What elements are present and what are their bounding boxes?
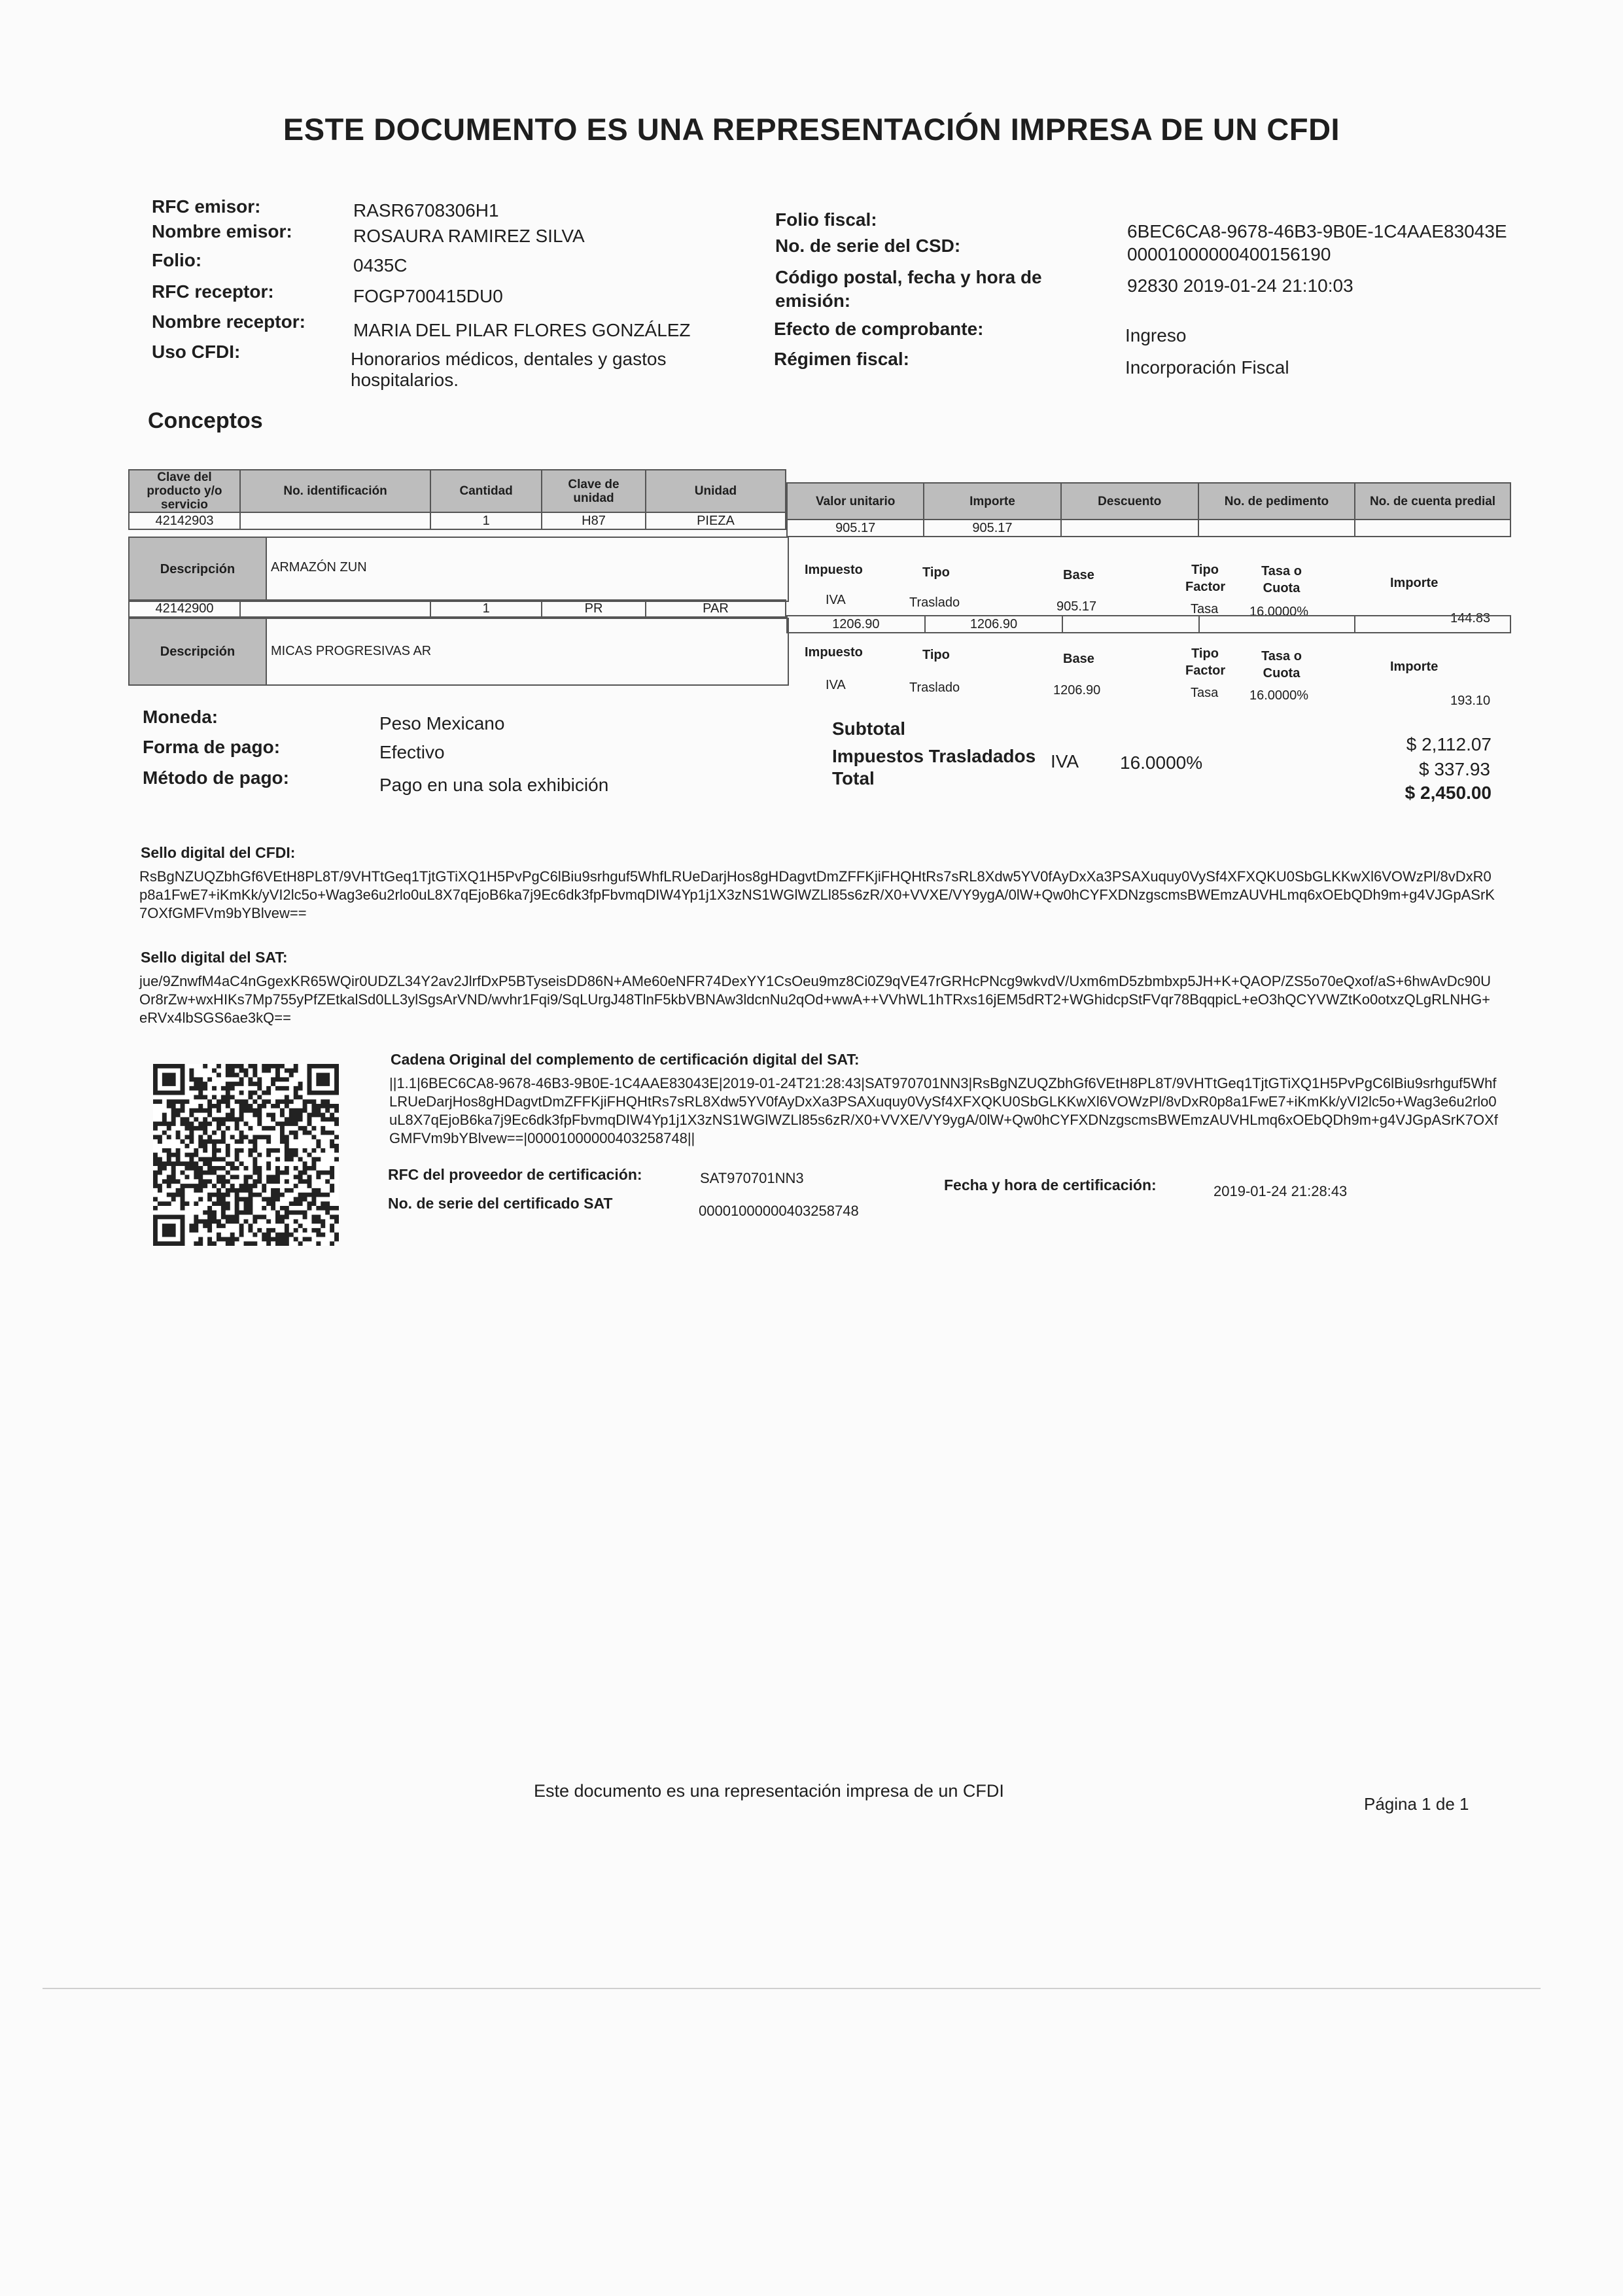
item1-cuenta-predial (1355, 520, 1510, 537)
sello-sat-value: jue/9ZnwfM4aC4nGgexKR65WQir0UDZL34Y2av2JlrfDxP5BTyseisDD86N+AMe60eNFR74DexYY1CsOeu9mz8Ci0Z9qVE47rGRHcPNcg9wkvdV/Uxm6mD5zbmbxp5JH+K+QAOP/ZS5o70eQxof/aS+6hwAvDc90UOr8rZw+wxHIKs7Mp755yPfZEtkalSd0LL3ylSgsArVND/wvhr1Fqi9/SqLUrgJ48TlnF5kbVBNAw3ldcnNu2qOd+wwA++VVhWL1hTRxs16jEM5dRT2+WGhidcpStFVqr78BqqpicL+eO3hQCYVWZtKo0otxzQLgRLNHG+eRVx4lbSGS6ae3kQ== (139, 973, 1492, 1026)
concept-table-left (128, 469, 786, 530)
fecha-certificacion-value: 2019-01-24 21:28:43 (1213, 1183, 1348, 1199)
metodo-pago-label: Método de pago: (143, 768, 289, 788)
conceptos-title: Conceptos (148, 408, 263, 433)
item1-tax-base-header: Base (1063, 568, 1094, 582)
item1-no-id (240, 512, 430, 529)
item2-importe: 1206.90 (925, 616, 1063, 633)
item1-tax-factor: Tasa (1191, 602, 1219, 616)
total-value: $ 2,450.00 (1405, 783, 1492, 803)
item2-no-id (240, 600, 430, 617)
qr-code (153, 1064, 339, 1246)
footer-text: Este documento es una representación impresa de un CFDI (534, 1781, 1004, 1801)
item2-pedimento (1199, 616, 1355, 633)
header-no-pedimento: No. de pedimento (1198, 483, 1355, 520)
rfc-emisor-value: RASR6708306H1 (353, 200, 499, 221)
codigo-postal-value: 92830 2019-01-24 21:10:03 (1127, 275, 1353, 296)
item1-pedimento (1198, 520, 1355, 537)
item2-cuenta-predial (1355, 616, 1510, 633)
nombre-emisor-value: ROSAURA RAMIREZ SILVA (353, 226, 585, 246)
forma-pago-label: Forma de pago: (143, 737, 281, 757)
impuestos-tasa: 16.0000% (1120, 752, 1203, 773)
header-no-cuenta-predial: No. de cuenta predial (1355, 483, 1510, 520)
header-descuento: Descuento (1061, 483, 1198, 520)
nombre-receptor-label: Nombre receptor: (152, 311, 305, 332)
item2-descuento (1062, 616, 1199, 633)
item1-tax-base: 905.17 (1056, 599, 1097, 614)
forma-pago-value: Efectivo (379, 742, 445, 762)
rfc-proveedor-label: RFC del proveedor de certificación: (388, 1166, 642, 1183)
document-title: ESTE DOCUMENTO ES UNA REPRESENTACIÓN IMPRESA DE UN CFDI (283, 112, 1340, 147)
item2-row-left (128, 599, 786, 618)
nombre-receptor-value: MARIA DEL PILAR FLORES GONZÁLEZ (353, 320, 691, 340)
item2-description: MICAS PROGRESIVAS AR (271, 644, 432, 658)
subtotal-label: Subtotal (832, 718, 905, 739)
item1-unidad: PIEZA (646, 512, 786, 529)
total-label: Total (832, 768, 875, 788)
item2-tax-tasa-header: Tasa o Cuota (1261, 649, 1302, 680)
folio-fiscal-label: Folio fiscal: (775, 209, 877, 230)
no-serie-csd-label: No. de serie del CSD: (775, 236, 961, 256)
item1-valor-unitario: 905.17 (787, 520, 924, 537)
item1-tax-factor-header: Tipo Factor (1185, 563, 1226, 594)
impuestos-value: $ 337.93 (1419, 759, 1490, 779)
header-no-identificacion: No. identificación (240, 470, 430, 512)
header-valor-unitario: Valor unitario (787, 483, 924, 520)
item2-unidad: PAR (646, 600, 786, 617)
item2-clave: 42142900 (129, 600, 240, 617)
header-cantidad: Cantidad (430, 470, 542, 512)
item1-clave-unidad: H87 (542, 512, 646, 529)
item2-tax-impuesto-header: Impuesto (805, 645, 863, 660)
uso-cfdi-value: Honorarios médicos, dentales y gastos hospitalarios. (351, 349, 667, 390)
sello-sat-label: Sello digital del SAT: (141, 949, 288, 966)
bottom-rule (43, 1988, 1541, 1989)
folio-value: 0435C (353, 255, 408, 275)
item1-tax-tipo: Traslado (909, 595, 960, 610)
item1-tax-tasa: 16.0000% (1249, 605, 1309, 619)
impuestos-tipo: IVA (1051, 751, 1079, 771)
uso-cfdi-label: Uso CFDI: (152, 342, 241, 362)
nombre-emisor-label: Nombre emisor: (152, 221, 292, 241)
item1-tax-importe-header: Importe (1390, 576, 1439, 590)
folio-fiscal-value: 6BEC6CA8-9678-46B3-9B0E-1C4AAE83043E (1127, 221, 1507, 241)
item1-cantidad: 1 (430, 512, 542, 529)
item2-valor-unitario: 1206.90 (787, 616, 925, 633)
header-unidad: Unidad (646, 470, 786, 512)
item2-tax-importe: 193.10 (1450, 694, 1491, 708)
header-importe: Importe (924, 483, 1060, 520)
serie-sat-value: 00001000000403258748 (699, 1203, 859, 1219)
item2-row-right (786, 615, 1511, 633)
item1-descuento (1061, 520, 1198, 537)
item2-cantidad: 1 (430, 600, 542, 617)
item2-tax-base: 1206.90 (1053, 683, 1101, 698)
item2-description-label: Descripción (130, 619, 267, 684)
item1-tax-tasa-header: Tasa o Cuota (1261, 564, 1302, 595)
fecha-certificacion-label: Fecha y hora de certificación: (944, 1176, 1157, 1193)
item1-description: ARMAZÓN ZUN (271, 560, 367, 574)
item1-tax-tipo-header: Tipo (922, 565, 950, 580)
item2-tax-importe-header: Importe (1390, 660, 1439, 674)
item1-tax-importe: 144.83 (1450, 611, 1491, 626)
serie-sat-label: No. de serie del certificado SAT (388, 1195, 613, 1212)
impuestos-label: Impuestos Trasladados (832, 746, 1036, 766)
folio-label: Folio: (152, 250, 202, 270)
item2-clave-unidad: PR (542, 600, 646, 617)
header-clave-unidad: Clave de unidad (542, 470, 646, 512)
page-number: Página 1 de 1 (1364, 1794, 1469, 1814)
item1-description-box (128, 537, 789, 602)
regimen-fiscal-value: Incorporación Fiscal (1125, 357, 1289, 378)
no-serie-csd-value: 00001000000400156190 (1127, 244, 1331, 264)
regimen-fiscal-label: Régimen fiscal: (774, 349, 909, 369)
item2-tax-impuesto: IVA (826, 678, 846, 692)
rfc-receptor-label: RFC receptor: (152, 281, 274, 302)
codigo-postal-label: Código postal, fecha y hora de emisión: (775, 267, 1042, 311)
rfc-emisor-label: RFC emisor: (152, 196, 261, 217)
moneda-value: Peso Mexicano (379, 713, 505, 733)
moneda-label: Moneda: (143, 707, 218, 727)
item2-tax-factor: Tasa (1191, 686, 1219, 700)
item1-tax-impuesto-header: Impuesto (805, 563, 863, 577)
item1-importe: 905.17 (924, 520, 1060, 537)
item2-tax-tipo-header: Tipo (922, 648, 950, 662)
rfc-receptor-value: FOGP700415DU0 (353, 286, 503, 306)
item2-tax-factor-header: Tipo Factor (1185, 646, 1226, 678)
efecto-comprobante-label: Efecto de comprobante: (774, 319, 984, 339)
cadena-original-value: ||1.1|6BEC6CA8-9678-46B3-9B0E-1C4AAE83043E|2019-01-24T21:28:43|SAT970701NN3|RsBgNZUQZbhGf6VEtH8PL8T/9VHTtGeq1TjtGTiXQ1H5PvPgC6lBiu9srhguf5WhfLRUeDarjHos8gHDagvtDmZFFKjiFHQHtRs7sRL8Xdw5YV0fAyDxXa3PSAXuquy0VySf4XFXQKU0SbGLKKwXl6VOWzPl/8vDxR0p8a1FwE7+iKmKk/yVI2lc5o+Wag3e6u2rlo0uL8X7qEjoB6ka7j9Ec6dk3fpFbvmqDIW4Yp1j1X3zNS1WGlWZLl85s6zR/X0+VVXE/VY9ygA/0lW+Qw0hCYFXDNzgscmsBWEmzAUVHLmq6xOEbQDh9m+g4VJGpASrK7OXfGMFVm9bYBlvew==|00001000000403258748|| (389, 1075, 1498, 1146)
cadena-original-label: Cadena Original del complemento de certificación digital del SAT: (391, 1051, 860, 1068)
rfc-proveedor-value: SAT970701NN3 (700, 1170, 804, 1186)
qr-code-graphic (153, 1064, 339, 1246)
concept-table-right (786, 482, 1511, 537)
item2-tax-tasa: 16.0000% (1249, 688, 1309, 703)
efecto-comprobante-value: Ingreso (1125, 325, 1187, 345)
item2-tax-tipo: Traslado (909, 680, 960, 695)
subtotal-value: $ 2,112.07 (1406, 734, 1492, 754)
item2-tax-base-header: Base (1063, 652, 1094, 666)
sello-cfdi-label: Sello digital del CFDI: (141, 844, 296, 861)
metodo-pago-value: Pago en una sola exhibición (379, 775, 609, 795)
sello-cfdi-value: RsBgNZUQZbhGf6VEtH8PL8T/9VHTtGeq1TjtGTiXQ1H5PvPgC6lBiu9srhguf5WhfLRUeDarjHos8gHDagvtDmZFFKjiFHQHtRs7sRL8Xdw5YV0fAyDxXa3PSAXuquy0VySf4XFXQKU0SbGLKKwXl6VOWzPl/8vDxR0p8a1FwE7+iKmKk/yVI2lc5o+Wag3e6u2rlo0uL8X7qEjoB6ka7j9Ec6dk3fpFbvmqDIW4Yp1j1X3zNS1WGlWZLl85s6zR/X0+VVXE/VY9ygA/0lW+Qw0hCYFXDNzgscmsBWEmzAUVHLmq6xOEbQDh9m+g4VJGpASrK7OXfGMFVm9bYBlvew== (139, 868, 1495, 921)
item1-clave: 42142903 (129, 512, 240, 529)
item1-tax-impuesto: IVA (826, 593, 846, 607)
item2-description-box (128, 618, 789, 686)
item1-description-label: Descripción (130, 538, 267, 601)
header-clave: Clave del producto y/o servicio (129, 470, 240, 512)
